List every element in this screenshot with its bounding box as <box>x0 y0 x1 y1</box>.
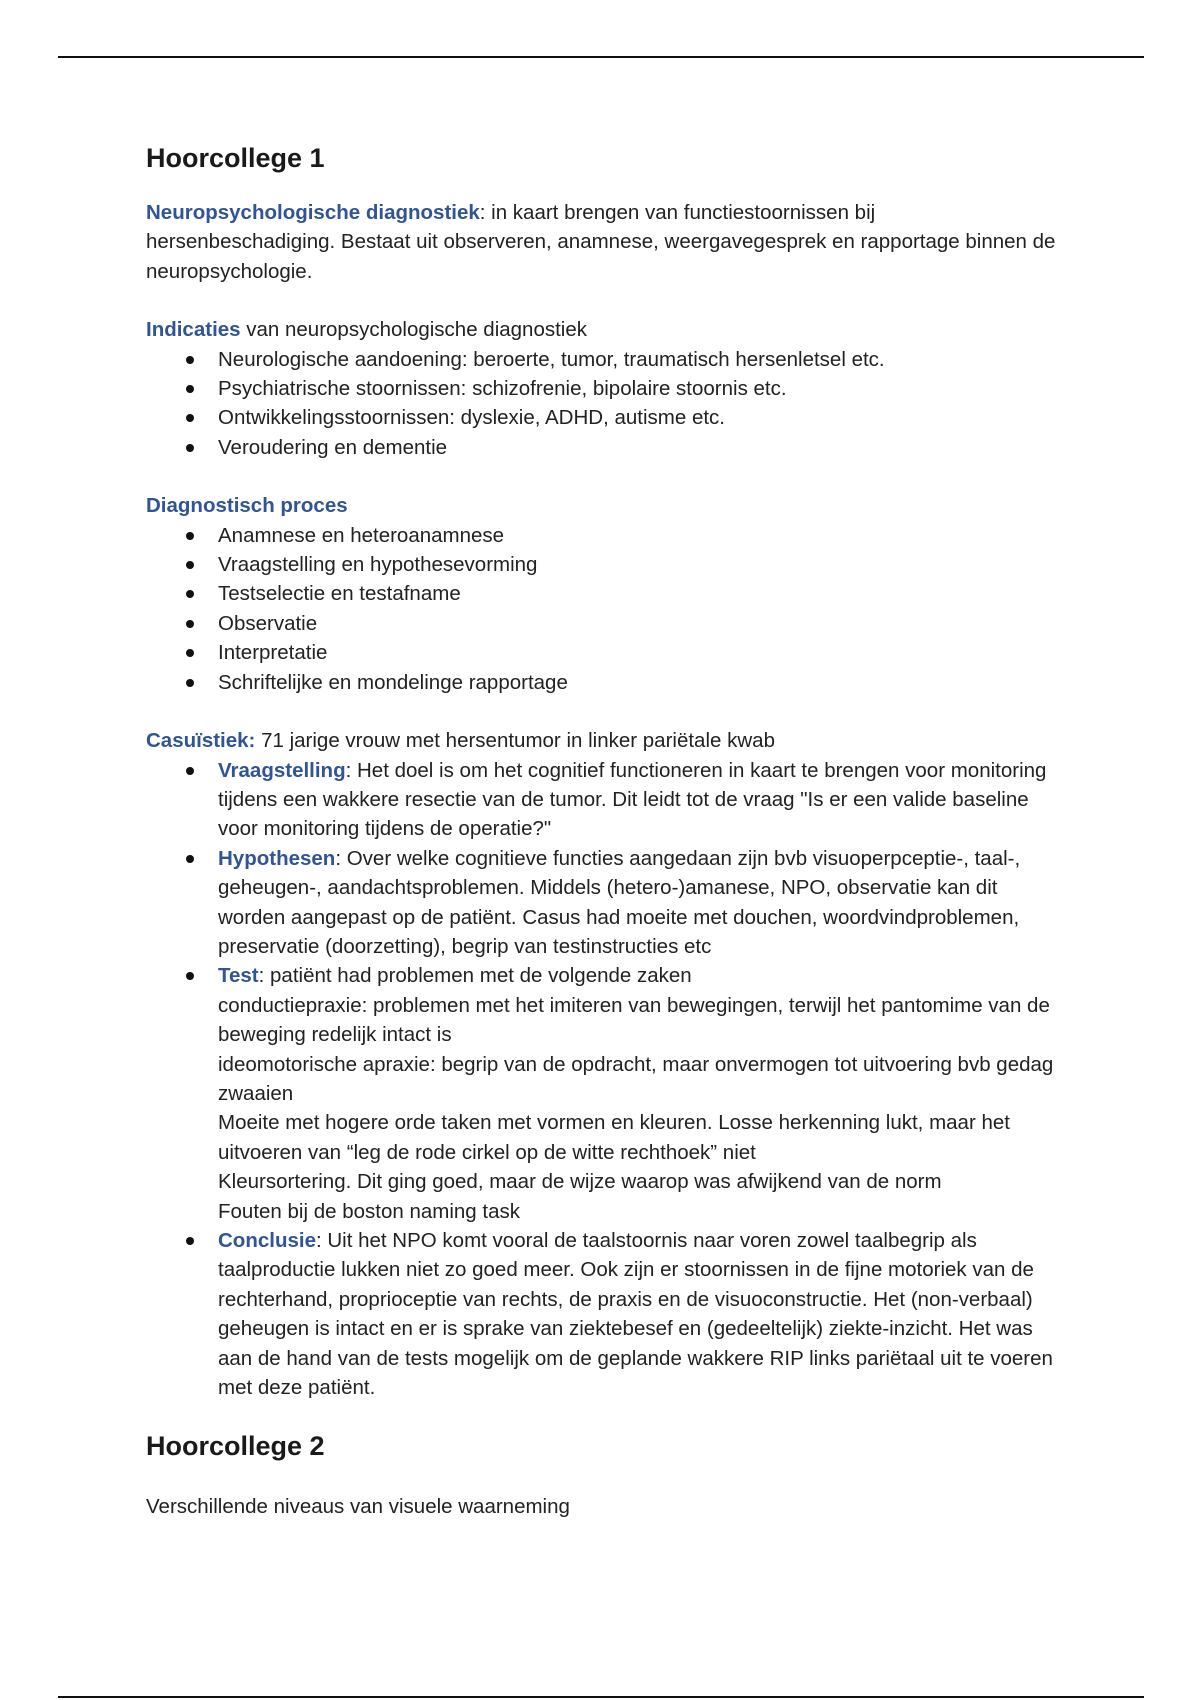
list-item-conclusie <box>146 1226 1066 1402</box>
list-item: Observatie <box>146 609 1066 638</box>
list-item-hypothesen <box>146 844 1066 962</box>
proces-list <box>146 521 1066 697</box>
list-item-test <box>146 961 1066 1226</box>
test-line: Moeite met hogere orde taken met vormen en kleuren. Losse herkenning lukt, maar het uitvoeren van “leg de rode cirkel op de witte rechthoek” niet <box>218 1111 1010 1164</box>
bottom-rule <box>58 1696 1144 1698</box>
term-conclusie: Conclusie <box>218 1229 316 1252</box>
hypothesen-text: : Over welke cognitieve functies aangedaan zijn bvb visuoperpceptie-, taal-, geheugen-, aandachtsproblemen. Middels (hetero-)amanese, NPO, observatie kan dit worden aangepast op de patiënt. Casus had moeite met douchen, woordvindproblemen, preservatie (doorzetting), begrip van testinstructies etc <box>218 846 1021 958</box>
list-item: Ontwikkelingsstoornissen: dyslexie, ADHD, autisme etc. <box>146 403 1066 432</box>
test-text: : patiënt had problemen met de volgende zaken <box>258 964 692 988</box>
intro-paragraph <box>146 198 1066 286</box>
test-line: ideomotorische apraxie: begrip van de opdracht, maar onvermogen tot uitvoering bvb gedag zwaaien <box>218 1052 1054 1105</box>
document-body <box>146 140 1066 1522</box>
heading-hoorcollege-2: Hoorcollege 2 <box>146 1431 325 1462</box>
conclusie-text: : Uit het NPO komt vooral de taalstoornis naar voren zowel taalbegrip als taalproductie lukken niet zo goed meer. Ook zijn er stoornissen in de fijne motoriek van de rechterhand, proprioceptie van rechts, de praxis en de visuoconstructie. Het (non-verbaal) geheugen is intact en er is sprake van ziektebesef en (gedeeltelijk) ziekte-inzicht. Het was aan de hand van de tests mogelijk om de geplande wakkere RIP links pariëtaal uit te voeren met deze patiënt. <box>218 1229 1053 1400</box>
indicaties-heading <box>146 315 1066 344</box>
list-item: Veroudering en dementie <box>146 433 1066 462</box>
term-casuistiek: Casuïstiek: <box>146 729 256 753</box>
hc2-paragraph: Verschillende niveaus van visuele waarneming <box>146 1495 570 1519</box>
indicaties-list <box>146 345 1066 463</box>
casuistiek-heading <box>146 726 1066 755</box>
test-line: Fouten bij de boston naming task <box>218 1199 520 1223</box>
proces-heading <box>146 491 1066 520</box>
list-item: Schriftelijke en mondelinge rapportage <box>146 668 1066 697</box>
test-line: Kleursortering. Dit ging goed, maar de wijze waarop was afwijkend van de norm <box>218 1170 942 1194</box>
list-item-vraagstelling <box>146 756 1066 844</box>
intro-text: : in kaart brengen van functiestoornissen bij hersenbeschadiging. Bestaat uit observeren, anamnese, weergavegesprek en rapportage binnen de neuropsychologie. <box>146 201 1056 283</box>
term-hypothesen: Hypothesen <box>218 846 336 870</box>
list-item: Neurologische aandoening: beroerte, tumor, traumatisch hersenletsel etc. <box>146 345 1066 374</box>
heading-hoorcollege-1: Hoorcollege 1 <box>146 143 325 173</box>
term-test: Test <box>218 964 259 988</box>
casuistiek-text: 71 jarige vrouw met hersentumor in linker pariëtale kwab <box>255 729 775 753</box>
term-vraagstelling: Vraagstelling <box>218 758 346 782</box>
term-neuropsychologische-diagnostiek: Neuropsychologische diagnostiek <box>146 201 480 224</box>
list-item: Testselectie en testafname <box>146 579 1066 608</box>
test-line: conductiepraxie: problemen met het imiteren van bewegingen, terwijl het pantomime van de beweging redelijk intact is <box>218 993 1050 1047</box>
top-rule <box>58 56 1144 58</box>
vraagstelling-text: : Het doel is om het cognitief functioneren in kaart te brengen voor monitoring tijdens een wakkere resectie van de tumor. Dit leidt tot de vraag "Is er een valide baseline voor monitoring tijdens de operatie?" <box>218 758 1047 841</box>
list-item: Anamnese en heteroanamnese <box>146 521 1066 550</box>
term-indicaties: Indicaties <box>146 318 241 342</box>
list-item: Psychiatrische stoornissen: schizofrenie, bipolaire stoornis etc. <box>146 374 1066 403</box>
list-item: Interpretatie <box>146 638 1066 667</box>
term-diagnostisch-proces: Diagnostisch proces <box>146 494 348 518</box>
indicaties-text: van neuropsychologische diagnostiek <box>240 318 588 342</box>
list-item: Vraagstelling en hypothesevorming <box>146 550 1066 579</box>
casuistiek-list <box>146 756 1066 1403</box>
